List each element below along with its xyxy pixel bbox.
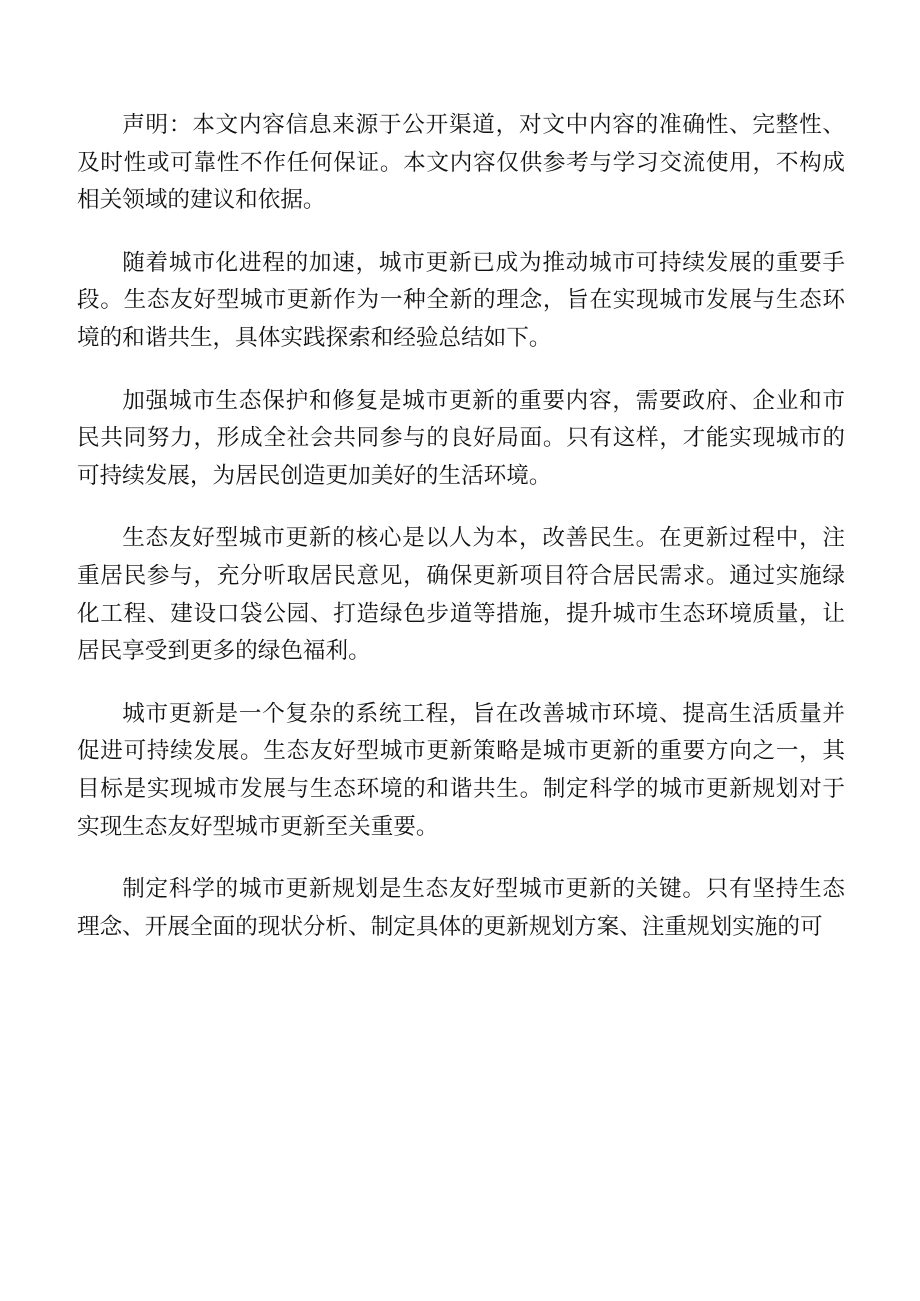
body-paragraph: 制定科学的城市更新规划是生态友好型城市更新的关键。只有坚持生态理念、开展全面的现状分析、制定具体的更新规划方案、注重规划实施的可 [77, 876, 845, 940]
body-paragraph: 生态友好型城市更新的核心是以人为本，改善民生。在更新过程中，注重居民参与，充分听取居民意见，确保更新项目符合居民需求。通过实施绿化工程、建设口袋公园、打造绿色步道等措施，提升城市生态环境质量，让居民享受到更多的绿色福利。 [77, 525, 845, 665]
document-body [77, 107, 845, 971]
body-paragraph: 城市更新是一个复杂的系统工程，旨在改善城市环境、提高生活质量并促进可持续发展。生态友好型城市更新策略是城市更新的重要方向之一，其目标是实现城市发展与生态环境的和谐共生。制定科学的城市更新规划对于实现生态友好型城市更新至关重要。 [77, 700, 845, 840]
body-paragraph: 随着城市化进程的加速，城市更新已成为推动城市可持续发展的重要手段。生态友好型城市更新作为一种全新的理念，旨在实现城市发展与生态环境的和谐共生，具体实践探索和经验总结如下。 [77, 249, 845, 351]
body-paragraph: 加强城市生态保护和修复是城市更新的重要内容，需要政府、企业和市民共同努力，形成全社会共同参与的良好局面。只有这样，才能实现城市的可持续发展，为居民创造更加美好的生活环境。 [77, 387, 845, 489]
disclaimer-paragraph: 声明：本文内容信息来源于公开渠道，对文中内容的准确性、完整性、及时性或可靠性不作任何保证。本文内容仅供参考与学习交流使用，不构成相关领域的建议和依据。 [77, 112, 845, 214]
